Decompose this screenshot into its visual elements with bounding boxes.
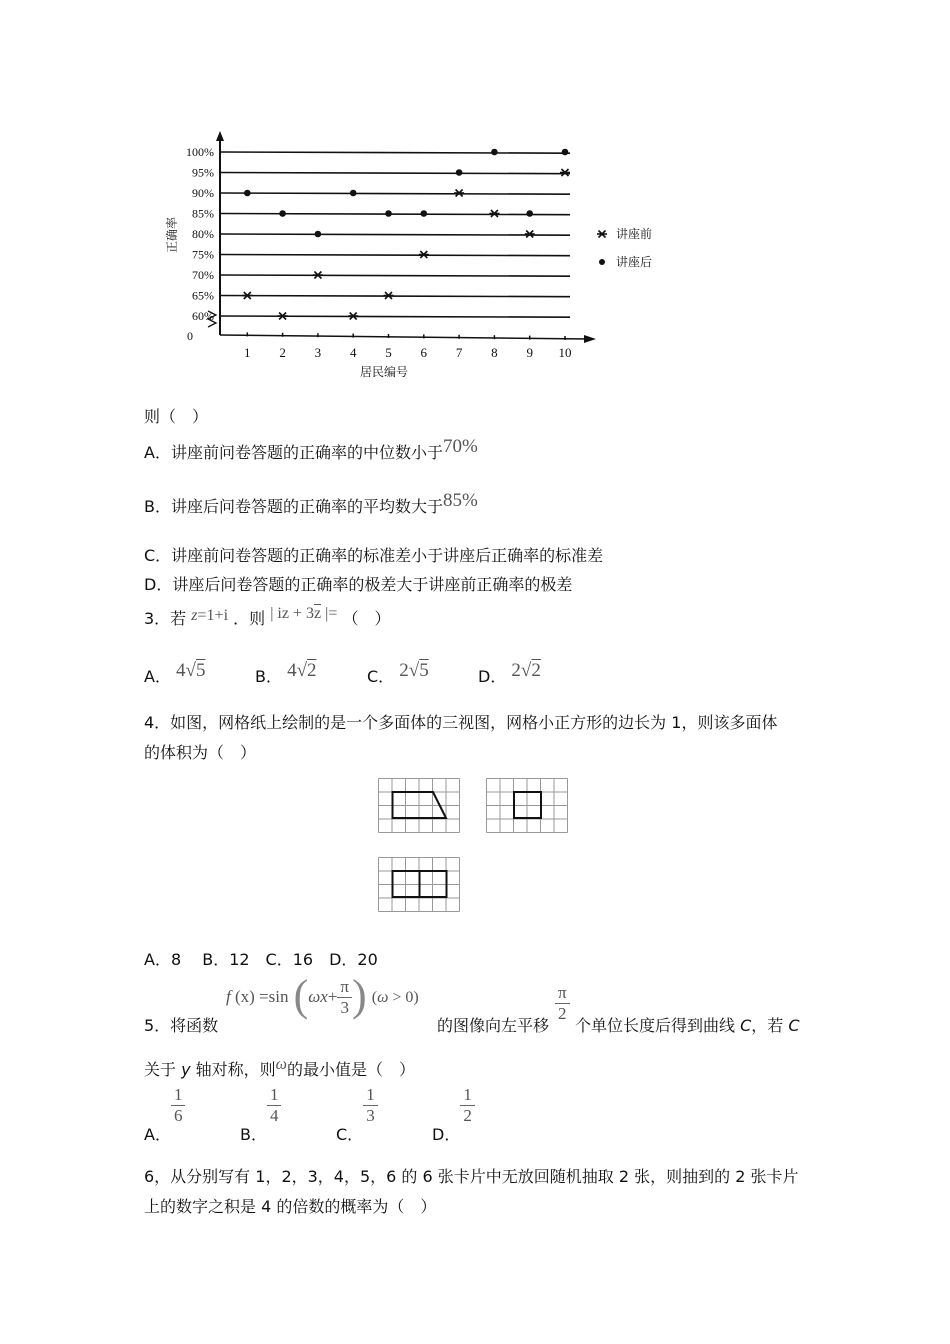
q2-option-c[interactable]: C．讲座前问卷答题的正确率的标准差小于讲座后正确率的标准差 xyxy=(144,546,604,565)
q5-option-a-label: A． xyxy=(144,1124,171,1144)
q5-option-d-den: 2 xyxy=(460,1105,475,1126)
after-point xyxy=(491,149,498,156)
q5-fx: (x) = xyxy=(230,987,269,1006)
q5-line2-b: 轴对称，则 xyxy=(190,1060,276,1079)
three-view-side xyxy=(486,778,570,833)
q3-option-c[interactable]: C． 2√5 xyxy=(367,660,429,686)
q5-after2-text: ，若 xyxy=(751,1016,789,1035)
q5-sin: sin xyxy=(268,987,289,1006)
q2-option-a-math: 70% xyxy=(442,436,478,457)
q4-options[interactable]: A．8 B．12 C．16 D．20 xyxy=(144,950,378,969)
level-line xyxy=(220,152,570,153)
q5-shift-fraction xyxy=(555,983,570,1023)
q5-omega: ω xyxy=(275,1056,287,1073)
level-line xyxy=(220,193,570,194)
q5-option-a[interactable] xyxy=(144,1085,185,1144)
q5-option-b-den: 4 xyxy=(267,1105,282,1126)
q5-option-c[interactable] xyxy=(336,1085,378,1144)
q5-option-d-frac xyxy=(460,1085,475,1125)
q3-option-b-rad: 2 xyxy=(307,660,317,681)
x-axis-arrow xyxy=(584,335,596,343)
q2-option-d[interactable]: D．讲座后问卷答题的正确率的极差大于讲座前正确率的极差 xyxy=(144,575,573,594)
q3-option-a[interactable]: A． 4√5 xyxy=(144,660,206,686)
q5-option-c-num: 1 xyxy=(366,1085,375,1104)
q3-mid: ．则 xyxy=(233,609,266,628)
x-tick-label: 6 xyxy=(420,345,428,360)
front-view-grid xyxy=(379,779,460,833)
x-tick-label: 10 xyxy=(558,345,572,360)
q4-stem-line1: 4．如图，网格纸上绘制的是一个多面体的三视图，网格小正方形的边长为 1，则该多面体 xyxy=(144,713,778,732)
after-point xyxy=(456,169,463,176)
q5-cond-l: ( xyxy=(371,989,378,1006)
x-tick-label: 3 xyxy=(314,345,322,360)
q2-option-a-text: A．讲座前问卷答题的正确率的中位数小于 xyxy=(144,443,443,462)
q5-after-text: 个单位长度后得到曲线 xyxy=(575,1016,741,1035)
q3-paren: （ ） xyxy=(342,609,391,628)
q3-expr-right: |= xyxy=(321,605,338,622)
q5-line2-a: 关于 xyxy=(144,1060,182,1079)
q3-option-b[interactable]: B． 4√2 xyxy=(255,660,317,686)
q6-stem-line1: 6，从分别写有 1，2，3，4，5，6 的 6 张卡片中无放回随机抽取 2 张，则抽到的 2 张卡片 xyxy=(144,1167,799,1186)
q5-y-axis: y xyxy=(181,1060,191,1079)
y-tick-label: 90% xyxy=(192,186,214,200)
q5-option-a-frac xyxy=(171,1085,186,1125)
x-tick-label: 5 xyxy=(385,345,392,360)
y-tick-label: 0 xyxy=(187,329,193,343)
level-line xyxy=(220,316,570,317)
q5-omega-x: ωx xyxy=(308,987,328,1006)
q5-pi-over-3 xyxy=(337,977,352,1017)
q3-option-c-rad: 5 xyxy=(419,660,429,681)
q5-option-a-num: 1 xyxy=(173,1085,183,1104)
q5-cond-omega: ω xyxy=(377,989,389,1006)
q3-option-d-rad: 2 xyxy=(531,660,541,681)
y-axis-arrow xyxy=(216,131,224,141)
q5-curve-c1: C xyxy=(740,1016,752,1035)
accuracy-chart xyxy=(160,125,680,385)
q3-option-d-label: D． xyxy=(478,667,507,686)
q3-cond-rhs: =1+i xyxy=(197,607,229,624)
q5-line2 xyxy=(144,1057,415,1080)
three-view-top xyxy=(378,857,462,912)
q5-option-c-frac xyxy=(363,1085,378,1125)
y-tick-label: 95% xyxy=(192,165,214,180)
x-tick-label: 8 xyxy=(491,345,498,360)
level-line xyxy=(220,296,570,297)
three-view-front xyxy=(378,778,462,833)
q4-stem-line2: 的体积为（ ） xyxy=(144,743,257,762)
q5-three: 3 xyxy=(340,998,349,1017)
q5-shift-den: 2 xyxy=(558,1003,567,1023)
x-axis-line xyxy=(220,335,588,339)
q3-option-a-coef: 4 xyxy=(176,660,186,681)
x-tick-label: 9 xyxy=(526,345,533,360)
level-line xyxy=(220,214,570,215)
y-tick-label: 80% xyxy=(192,227,214,241)
legend-label-after: 讲座后 xyxy=(616,255,653,269)
q5-option-b-num: 1 xyxy=(269,1085,279,1104)
q3-option-b-coef: 4 xyxy=(287,660,297,681)
q6-stem-line2: 上的数字之积是 4 的倍数的概率为（ ） xyxy=(144,1197,437,1216)
level-line xyxy=(220,234,570,235)
q5-cond-r: > 0) xyxy=(388,989,419,1006)
q3-option-c-coef: 2 xyxy=(399,660,409,681)
legend-marker-after xyxy=(599,259,605,265)
q5-option-d-num: 1 xyxy=(463,1085,472,1104)
q5-option-c-den: 3 xyxy=(363,1105,378,1126)
after-point xyxy=(244,190,251,197)
chart-marks xyxy=(164,131,652,379)
q2-option-a[interactable] xyxy=(144,436,478,464)
q5-plus: + xyxy=(327,987,338,1006)
q3-option-a-rad: 5 xyxy=(195,660,206,681)
y-tick-label: 85% xyxy=(192,206,214,221)
q5-pi: π xyxy=(337,977,352,998)
y-axis-label: 正确率 xyxy=(165,216,179,254)
q5-option-c-label: C． xyxy=(336,1124,364,1144)
y-tick-label: 75% xyxy=(192,247,214,262)
q5-f: f xyxy=(226,987,231,1006)
q3-expr-left: | iz + 3 xyxy=(270,605,314,622)
legend-label-before: 讲座前 xyxy=(616,227,653,241)
q5-line2-c: 的最小值是（ ） xyxy=(286,1060,415,1079)
after-point xyxy=(526,210,533,217)
q5-after xyxy=(575,1013,800,1036)
level-line xyxy=(220,255,570,256)
x-tick-label: 7 xyxy=(455,345,463,360)
q5-mid: 的图像向左平移 xyxy=(437,1016,550,1035)
q5-option-b-frac xyxy=(267,1085,282,1125)
q3-option-c-label: C． xyxy=(367,667,395,686)
q3-option-d[interactable]: D． 2√2 xyxy=(478,660,541,686)
q2-option-b-text: B．讲座后问卷答题的正确率的平均数大于 xyxy=(144,497,443,516)
q5-option-b[interactable] xyxy=(240,1085,281,1144)
y-tick-label: 60% xyxy=(192,309,214,323)
q5-option-d-label: D． xyxy=(432,1124,461,1144)
level-line xyxy=(220,275,570,276)
x-axis-label: 居民编号 xyxy=(359,365,409,379)
q2-option-b-math: 85% xyxy=(442,490,478,511)
after-point xyxy=(562,149,569,156)
q3-option-b-label: B． xyxy=(255,667,282,686)
q2-stem: 则（ ） xyxy=(144,407,209,426)
q3-zbar: $\overline{z}$ xyxy=(314,605,322,622)
x-tick-label: 2 xyxy=(279,345,286,360)
q5-option-b-label: B． xyxy=(240,1124,267,1144)
q3-option-a-label: A． xyxy=(144,667,171,686)
x-tick-label: 1 xyxy=(244,345,251,360)
q3-stem xyxy=(144,606,390,629)
level-line xyxy=(220,173,570,174)
q5-option-a-den: 6 xyxy=(171,1105,186,1126)
y-tick-label: 100% xyxy=(186,145,214,159)
q5-option-d[interactable] xyxy=(432,1085,475,1144)
q5-curve-c2: C xyxy=(788,1016,800,1035)
q3-prefix: 3．若 xyxy=(144,609,187,628)
after-point xyxy=(385,210,392,217)
q5-function: f (x) =sin (ωx+ $\frac{\pi}{3}$ ) (ω > 0) xyxy=(226,971,419,1020)
after-point xyxy=(279,210,286,217)
y-tick-label: 70% xyxy=(192,268,214,282)
y-tick-label: 65% xyxy=(192,288,214,303)
after-point xyxy=(315,231,322,238)
x-tick-label: 4 xyxy=(349,345,357,360)
q5-prefix: 5．将函数 xyxy=(144,1016,219,1035)
after-point xyxy=(350,190,357,197)
q3-var-z: z xyxy=(191,607,198,624)
side-view-grid xyxy=(487,779,568,833)
q2-option-b[interactable] xyxy=(144,490,478,518)
q5-shift-num: π xyxy=(555,983,570,1004)
q3-option-d-coef: 2 xyxy=(511,660,521,681)
after-point xyxy=(421,210,428,217)
